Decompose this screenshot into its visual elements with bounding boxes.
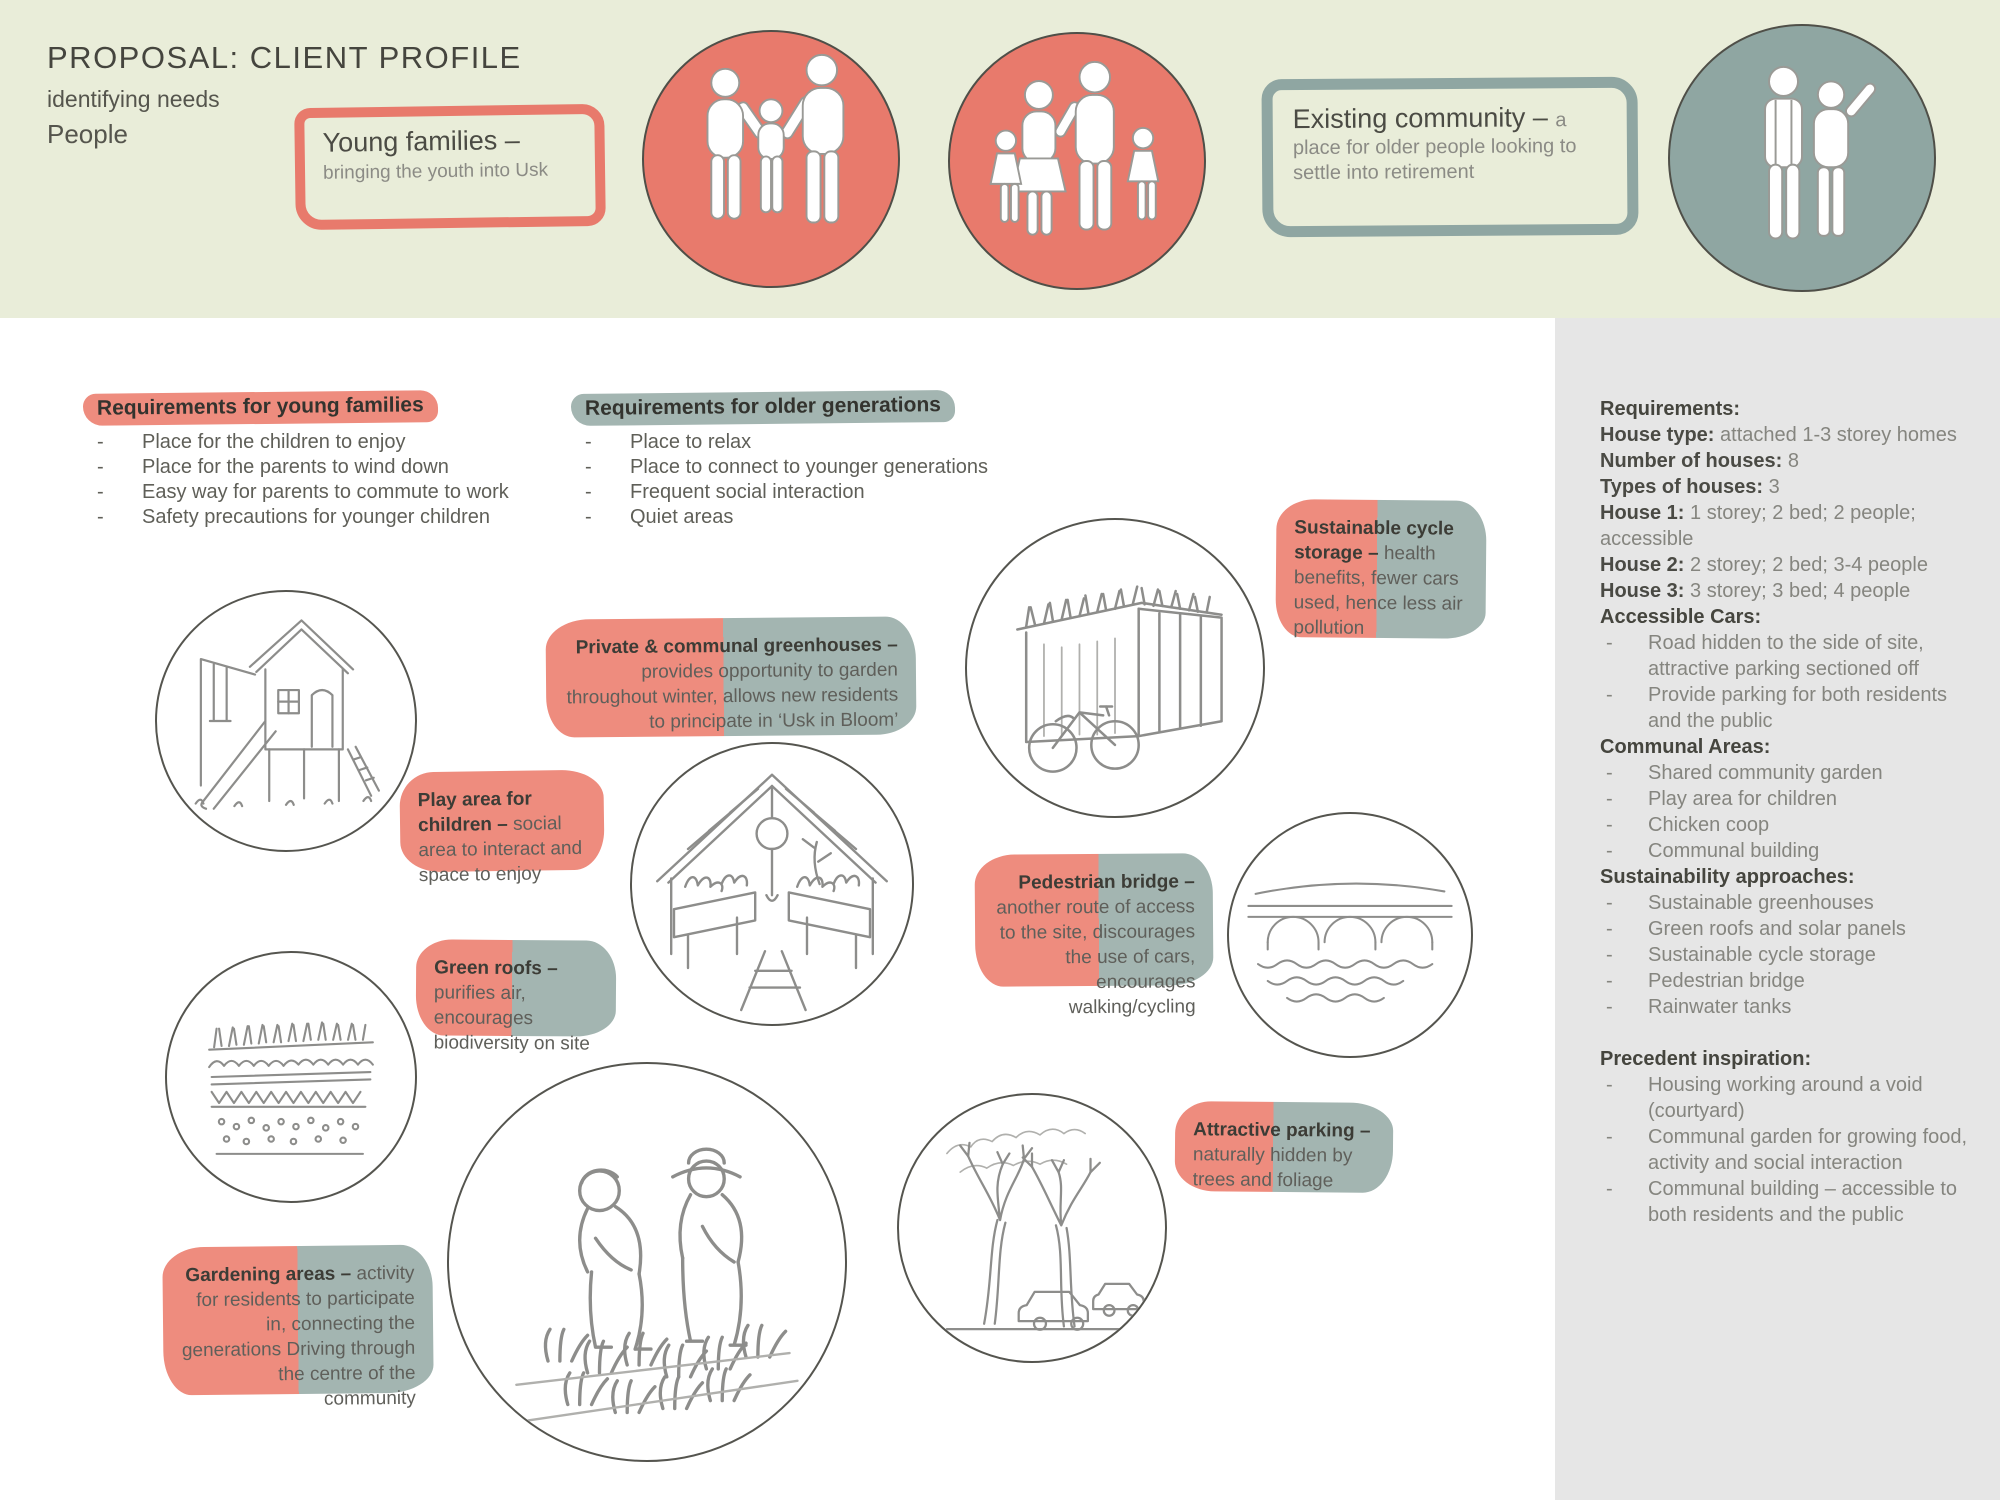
sidebar-item: - Communal building – accessible to both residents and the public [1600, 1176, 1974, 1228]
playground-icon [157, 592, 415, 850]
sidebar-item: - Road hidden to the side of site, attractive parking sectioned off [1600, 630, 1974, 682]
hidden-parking-sketch [897, 1093, 1167, 1363]
gardeners-icon [449, 1064, 845, 1460]
young-families-subtitle: bringing the youth into Usk [322, 159, 549, 184]
annotation-lead: Green roofs – [434, 957, 558, 980]
young-family2-illustration [948, 32, 1206, 290]
existing-community-title-lead: Existing community – [1292, 102, 1548, 135]
annotation-greenhouses [545, 616, 916, 737]
greenhouse-icon [632, 744, 912, 1024]
green-roof-layers-sketch [165, 951, 417, 1203]
annotation-attractive-parking [1175, 1101, 1394, 1193]
spec-number-of-houses: Number of houses: 8 [1600, 450, 1799, 472]
sidebar-item: - Rainwater tanks [1600, 994, 1974, 1020]
young-requirements-list [97, 430, 553, 530]
sidebar-spacer [1600, 1020, 1974, 1046]
annotation-lead: Private & communal greenhouses – [575, 634, 898, 659]
requirement-item: - Place to connect to younger generations [585, 455, 1041, 480]
trees-parking-icon [899, 1095, 1165, 1361]
sidebar-item: - Housing working around a void (courtyard) [1600, 1072, 1974, 1124]
annotation-body: activity for residents to participate in, connecting the generations Driving through the centre of the community [181, 1262, 416, 1410]
annotation-body: naturally hidden by trees and foliage [1192, 1144, 1353, 1192]
existing-community-callout [1261, 77, 1638, 238]
sidebar-section-accessible-cars: Accessible Cars: - Road hidden to the side of site, attractive parking sectioned off - Provide parking for both residents and the public [1600, 604, 1974, 734]
annotation-body: purifies air, encourages biodiversity on site [433, 982, 590, 1055]
green-roof-icon [167, 953, 415, 1201]
young-families-title: Young families – [322, 125, 520, 158]
section-title-young: Requirements for young families [83, 390, 438, 426]
spec-house-3: House 3: 3 storey; 3 bed; 4 people [1600, 580, 1911, 602]
annotation-gardening-areas [162, 1245, 434, 1410]
sidebar-section-communal-areas: Communal Areas: - Shared community garden - Play area for children - Chicken coop - Communal building [1600, 734, 1974, 864]
gardening-people-sketch [447, 1062, 847, 1462]
annotation-body: social area to interact and space to enjoy [418, 813, 583, 887]
sidebar-item: - Green roofs and solar panels [1600, 916, 1974, 942]
young-families-requirements [83, 392, 553, 530]
older-requirements-list [585, 430, 1041, 530]
spec-house-2: House 2: 2 storey; 2 bed; 3-4 people [1600, 554, 1928, 576]
requirement-item: - Easy way for parents to commute to work [97, 480, 553, 505]
page-title: PROPOSAL: CLIENT PROFILE [47, 40, 522, 75]
spec-house-1: House 1: 1 storey; 2 bed; 2 people; accessible [1600, 502, 1916, 550]
page-subtitle: identifying needs [47, 86, 220, 112]
sidebar-section-sustainability: Sustainability approaches: - Sustainable greenhouses - Green roofs and solar panels - Sustainable cycle storage - Pedestrian bridge - Rainwater tanks [1600, 864, 1974, 1020]
requirement-item: - Safety precautions for younger children [97, 505, 553, 530]
young-families-callout [294, 104, 606, 230]
pedestrian-bridge-sketch [1227, 812, 1473, 1058]
annotation-lead: Sustainable cycle storage – [1294, 517, 1454, 564]
sidebar-item: - Shared community garden [1600, 760, 1974, 786]
spec-house-type: House type: attached 1-3 storey homes [1600, 424, 1957, 446]
requirement-item: - Quiet areas [585, 505, 1041, 530]
requirement-item: - Place for the parents to wind down [97, 455, 553, 480]
banner [0, 0, 2000, 318]
requirement-item: - Place to relax [585, 430, 1041, 455]
annotation-lead: Gardening areas – [185, 1263, 352, 1287]
annotation-green-roofs [416, 939, 617, 1055]
family-of-four-icon [950, 34, 1204, 288]
requirement-item: - Frequent social interaction [585, 480, 1041, 505]
annotation-lead: Play area for children – [417, 788, 532, 837]
existing-community-line2: place for older people looking to [1292, 135, 1577, 160]
elderly-couple-illustration [1668, 24, 1936, 292]
sidebar-item: - Communal building [1600, 838, 1974, 864]
annotation-cycle-storage [1275, 499, 1486, 639]
existing-community-title [1293, 102, 1607, 135]
family-of-three-icon [644, 32, 898, 286]
annotation-pedestrian-bridge [975, 853, 1214, 1019]
sidebar-item: - Play area for children [1600, 786, 1974, 812]
sidebar-item: - Sustainable greenhouses [1600, 890, 1974, 916]
sidebar-item: - Communal garden for growing food, activity and social interaction [1600, 1124, 1974, 1176]
annotation-lead: Attractive parking – [1193, 1119, 1371, 1142]
annotation-lead: Pedestrian bridge – [1018, 871, 1195, 894]
existing-community-title-tail: a [1555, 109, 1567, 132]
bridge-icon [1229, 814, 1471, 1056]
elderly-couple-icon [1670, 26, 1934, 290]
annotation-body: provides opportunity to garden throughout winter, allows new residents to principate in ‘Usk in Bloom’ [566, 659, 899, 733]
annotation-play-area [399, 770, 604, 887]
sidebar-item: - Provide parking for both residents and the public [1600, 682, 1974, 734]
page-category: People [47, 119, 128, 149]
cycle-storage-sketch [965, 518, 1265, 818]
sidebar-item: - Pedestrian bridge [1600, 968, 1974, 994]
bike-shed-icon [967, 520, 1263, 816]
sidebar-item: - Sustainable cycle storage [1600, 942, 1974, 968]
sidebar-item: - Chicken coop [1600, 812, 1974, 838]
sidebar-section-precedent: Precedent inspiration: - Housing working around a void (courtyard) - Communal garden for growing food, activity and social interaction - Communal building – accessible to both residents and the public [1600, 1046, 1974, 1228]
playground-sketch [155, 590, 417, 852]
sidebar-heading: Requirements: [1600, 398, 1741, 420]
existing-community-line3: settle into retirement [1293, 160, 1475, 185]
young-family-illustration [642, 30, 900, 288]
requirement-item: - Place for the children to enjoy [97, 430, 553, 455]
annotation-body: another route of access to the site, discourages the use of cars, encourages walking/cycling [996, 896, 1196, 1019]
spec-types-of-houses: Types of houses: 3 [1600, 476, 1780, 498]
section-title-older: Requirements for older generations [571, 390, 955, 426]
greenhouse-interior-sketch [630, 742, 914, 1026]
older-generations-requirements [571, 392, 1041, 530]
requirements-sidebar [1555, 318, 2000, 1500]
annotation-body: health benefits, fewer cars used, hence less air pollution [1293, 542, 1463, 639]
